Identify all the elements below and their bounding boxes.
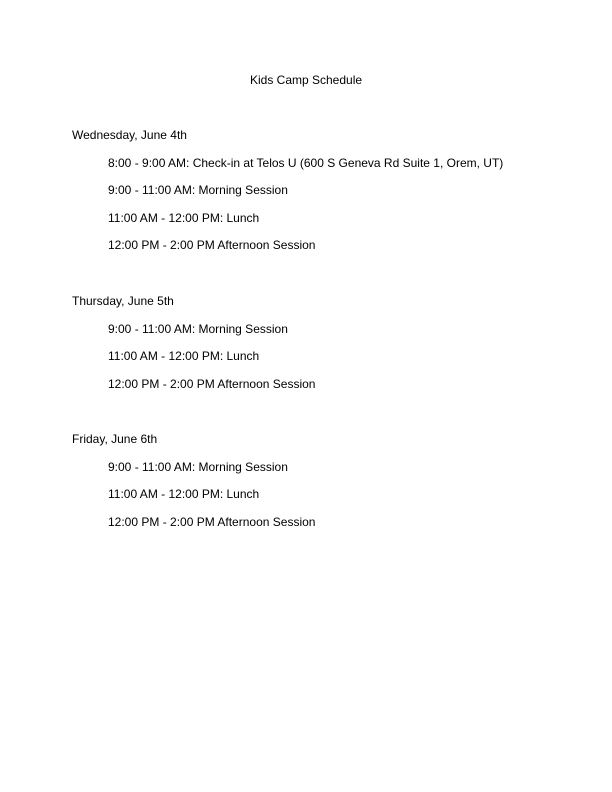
day-heading: Wednesday, June 4th — [72, 128, 187, 142]
day-section-wednesday — [72, 127, 552, 265]
schedule-entry: 11:00 AM - 12:00 PM: Lunch — [108, 349, 260, 363]
schedule-list — [72, 459, 552, 530]
day-section-friday — [72, 431, 552, 541]
schedule-list — [72, 321, 552, 392]
page-title: Kids Camp Schedule — [249, 73, 363, 87]
schedule-entry: 12:00 PM - 2:00 PM Afternoon Session — [108, 376, 316, 391]
schedule-entry: 11:00 AM - 12:00 PM: Lunch — [108, 487, 260, 501]
schedule-entry: 11:00 AM - 12:00 PM: Lunch — [108, 210, 260, 225]
day-section-thursday — [72, 293, 552, 403]
schedule-entry: 8:00 - 9:00 AM: Check-in at Telos U (600 S Geneva Rd Suite 1, Orem, UT) — [108, 155, 504, 170]
schedule-entry: 9:00 - 11:00 AM: Morning Session — [108, 183, 288, 197]
schedule-entry: 12:00 PM - 2:00 PM Afternoon Session — [108, 514, 316, 529]
schedule-entry: 12:00 PM - 2:00 PM Afternoon Session — [108, 238, 316, 252]
day-heading: Friday, June 6th — [72, 432, 158, 446]
schedule-list — [72, 155, 552, 254]
schedule-entry: 9:00 - 11:00 AM: Morning Session — [108, 459, 288, 474]
schedule-entry: 9:00 - 11:00 AM: Morning Session — [108, 321, 288, 336]
day-heading: Thursday, June 5th — [72, 294, 174, 308]
